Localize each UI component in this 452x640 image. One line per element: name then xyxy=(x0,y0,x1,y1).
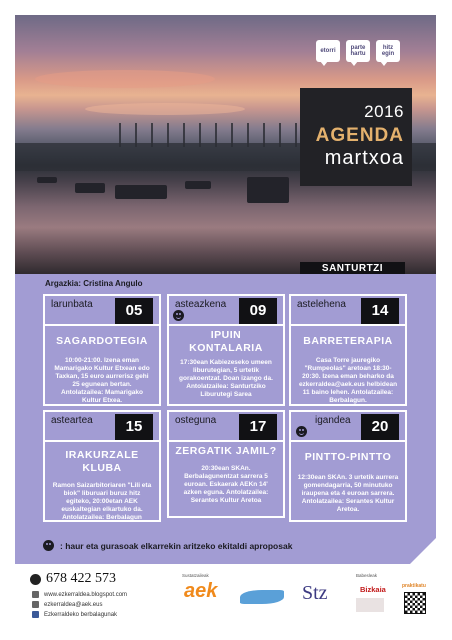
event-description: 20:30ean SKAn. Berbalagunentzat sarrera 5 euroan. Eskaerak AEKn 14' azken eguna. Antolatzailea: Serantes Kultur Aretoa xyxy=(183,465,269,504)
agenda-title-block xyxy=(300,88,412,186)
sponsors-label: Sustatzaileak xyxy=(182,573,209,578)
facebook-row xyxy=(32,611,117,618)
photo-credit: Argazkia: Cristina Angulo xyxy=(45,279,143,288)
legend-text: : haur eta gurasoak elkarrekin aritzeko ekitaldi aproposak xyxy=(60,540,293,551)
event-description: 17:30ean Kabiezeseko umeen liburutegian, 5 urtetik gorakoentzat. Doan izango da. Antolatzailea: Santurtziko Liburutegi Sarea xyxy=(179,359,273,398)
qr-code-icon xyxy=(404,592,426,614)
boat-shape xyxy=(247,177,289,203)
smiley-icon xyxy=(296,426,307,437)
stz-logo: Stz xyxy=(302,582,328,604)
event-date: 20 xyxy=(361,414,399,440)
event-date: 15 xyxy=(115,414,153,440)
cloud-shape xyxy=(35,70,215,88)
tag-bubble-3: hitz egin xyxy=(376,40,400,62)
web-icon xyxy=(32,591,39,598)
event-day: osteguna xyxy=(175,415,217,426)
legend xyxy=(43,540,292,551)
blog-row xyxy=(32,591,127,598)
email-icon xyxy=(32,601,39,608)
bizkaia-logo: Bizkaia xyxy=(360,585,386,594)
event-title: IPUIN KONTALARIA xyxy=(189,329,263,354)
event-card xyxy=(289,410,407,522)
phone-icon xyxy=(30,574,41,585)
tag-bubbles xyxy=(316,40,402,64)
event-description: 12:30ean SKAn. 3 urtetik aurrera gomendagarria, 50 minutuko iraupena eta 4 euroan sarrera. Antolatzailea: Serantes Kultur Aretoa. xyxy=(297,474,399,513)
blog-link[interactable]: www.ezkerraldea.blogspot.com xyxy=(44,591,128,598)
facebook-icon xyxy=(32,611,39,618)
praktikatu-logo: praktikatu xyxy=(402,583,426,589)
event-card xyxy=(167,410,285,518)
phone-number: 678 422 573 xyxy=(46,571,116,586)
council-logo xyxy=(356,598,384,612)
fish-logo xyxy=(240,590,284,604)
phone-row xyxy=(30,571,116,587)
event-date: 17 xyxy=(239,414,277,440)
event-card xyxy=(43,294,161,406)
event-title: SAGARDOTEGIA xyxy=(56,335,148,347)
event-day: asteartea xyxy=(51,415,93,426)
event-description: 10:00-21:00. Izena eman Mamarigako Kultur Etxean edo Taxkan, 15 euro aurrerisz gehi 25 egunean bertan. Antolatzailea: Mamarigako Kultur Etxea. xyxy=(54,357,150,404)
event-title: IRAKURZALE KLUBA xyxy=(65,449,139,474)
agenda-title: AGENDA xyxy=(315,125,404,146)
event-card-header xyxy=(169,296,283,326)
event-title: PINTTO-PINTTO xyxy=(304,451,392,463)
event-card-header xyxy=(45,412,159,442)
smiley-icon xyxy=(173,310,184,321)
event-date: 14 xyxy=(361,298,399,324)
event-day: igandea xyxy=(315,415,351,426)
collab-label: Babesleak xyxy=(356,573,378,578)
place-label: SANTURTZI xyxy=(300,262,405,275)
tag-bubble-1: etorri xyxy=(316,40,340,62)
event-card xyxy=(289,294,407,406)
event-card-header xyxy=(45,296,159,326)
event-title: ZERGATIK JAMIL? xyxy=(175,445,277,457)
email-link[interactable]: ezkerraldea@aek.eus xyxy=(44,601,103,608)
boat-shape xyxy=(185,181,211,189)
tag-bubble-2: parte hartu xyxy=(346,40,370,62)
event-card xyxy=(43,410,161,522)
facebook-link[interactable]: Ezkerraldeko berbalagunak xyxy=(44,611,118,618)
aek-logo: aek xyxy=(184,580,218,602)
event-day: astelehena xyxy=(297,299,346,310)
event-title: BARRETERAPIA xyxy=(303,335,393,347)
smiley-icon xyxy=(43,540,54,551)
event-date: 05 xyxy=(115,298,153,324)
event-description: Ramon Saizarbitoriaren "Lili eta biok" liburuari buruz hitz egiteko, 20:00etan AEK euskaltegian elkartuko da. Antolatzailea: Berbalagun xyxy=(52,482,152,521)
event-date: 09 xyxy=(239,298,277,324)
event-description: Casa Torre jauregiko "Rumpeolas" aretoan 18:30-20:30. Izena eman beharko da ezkerraldea@aek.eus helbidean 11 baino lehen. Antolatzailea: Berbalagun. xyxy=(298,357,398,404)
event-day: larunbata xyxy=(51,299,93,310)
boat-shape xyxy=(37,177,57,183)
email-row xyxy=(32,601,102,608)
event-day: asteazkena xyxy=(175,299,227,310)
event-card xyxy=(167,294,285,406)
event-card-header xyxy=(291,412,405,442)
event-card-header xyxy=(169,412,283,442)
agenda-year: 2016 xyxy=(364,102,404,121)
boat-shape xyxy=(115,185,167,199)
event-card-header xyxy=(291,296,405,326)
cloud-shape xyxy=(85,103,245,115)
agenda-month: martxoa xyxy=(324,147,404,169)
boat-shape xyxy=(75,183,105,193)
